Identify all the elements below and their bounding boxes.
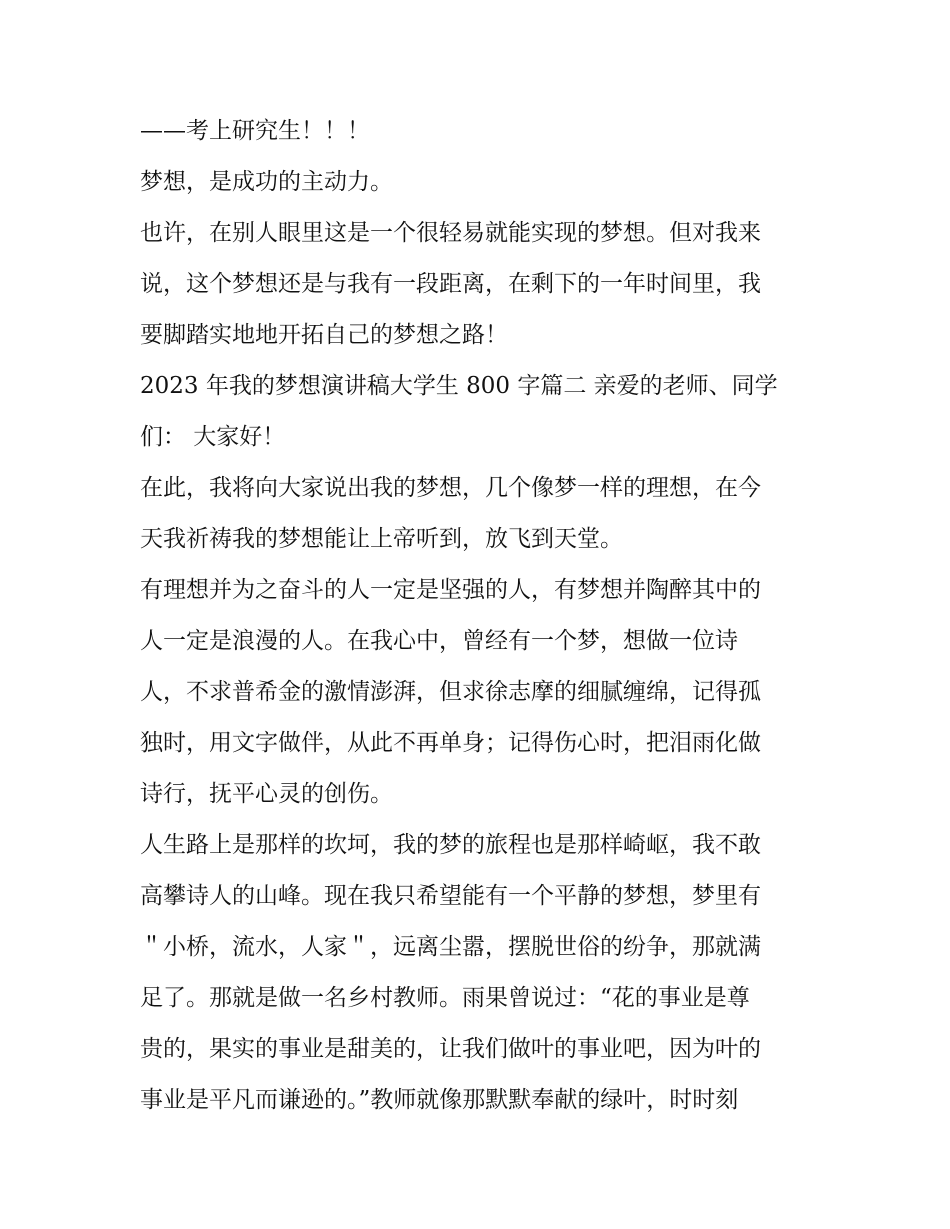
text-line: 有理想并为之奋斗的人一定是坚强的人，有梦想并陶醉其中的: [140, 577, 761, 603]
text-line: 说，这个梦想还是与我有一段距离，在剩下的一年时间里，我: [140, 271, 761, 297]
text-line: ——考上研究生！！！: [140, 118, 370, 144]
text-line: 独时，用文字做伴，从此不再单身；记得伤心时，把泪雨化做: [140, 730, 761, 756]
text-line: 诗行，抚平心灵的创伤。: [140, 781, 393, 807]
text-line: 高攀诗人的山峰。现在我只希望能有一个平静的梦想，梦里有: [140, 883, 761, 909]
text-line: 们： 大家好！: [140, 424, 286, 450]
text-line: 贵的，果实的事业是甜美的，让我们做叶的事业吧，因为叶的: [140, 1036, 761, 1062]
text-line: 事业是平凡而谦逊的。”教师就像那默默奉献的绿叶，时时刻: [140, 1087, 739, 1113]
text-line: 也许，在别人眼里这是一个很轻易就能实现的梦想。但对我来: [140, 220, 761, 246]
text-line: 人，不求普希金的激情澎湃，但求徐志摩的细腻缠绵，记得孤: [140, 679, 761, 705]
text-line: 在此，我将向大家说出我的梦想，几个像梦一样的理想，在今: [140, 475, 761, 501]
document-page: [140, 106, 812, 1126]
text-line: 要脚踏实地地开拓自己的梦想之路！: [140, 322, 508, 348]
text-line: 天我祈祷我的梦想能让上帝听到，放飞到天堂。: [140, 526, 623, 552]
text-line: 人一定是浪漫的人。在我心中，曾经有一个梦，想做一位诗: [140, 628, 738, 654]
text-line: 梦想，是成功的主动力。: [140, 169, 393, 195]
text-line: 足了。那就是做一名乡村教师。雨果曾说过：“花的事业是尊: [140, 985, 750, 1011]
text-line: ＂小桥，流水，人家＂，远离尘嚣，摆脱世俗的纷争，那就满: [140, 934, 761, 960]
text-line: 2023 年我的梦想演讲稿大学生 800 字篇二 亲爱的老师、同学: [140, 373, 778, 399]
text-line: 人生路上是那样的坎坷，我的梦的旅程也是那样崎岖，我不敢: [140, 832, 761, 858]
